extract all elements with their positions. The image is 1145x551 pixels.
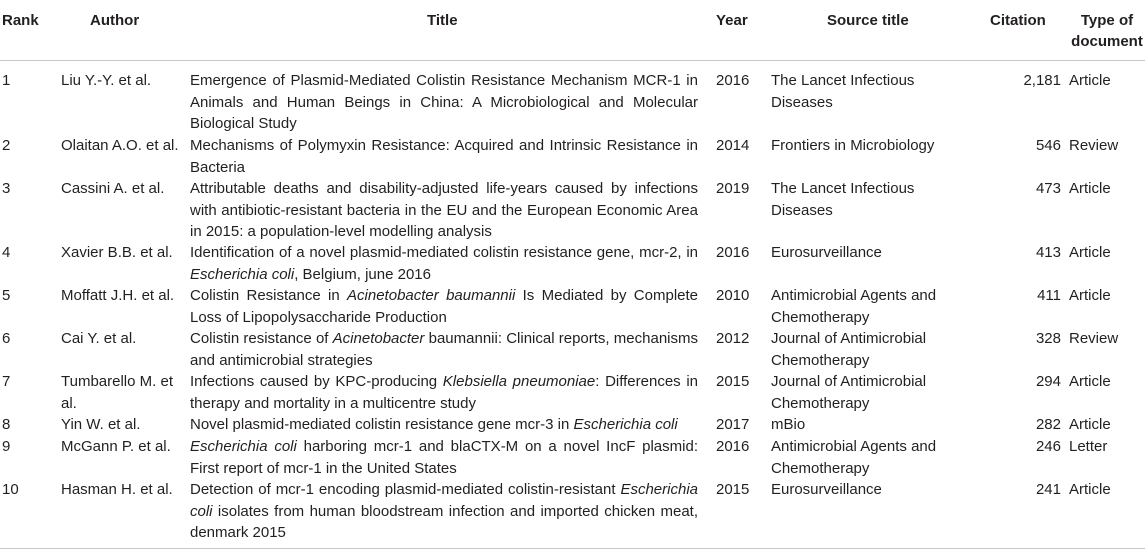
title-segment: Identification of a novel plasmid-mediated colistin resistance gene, mcr-2, in [190, 244, 698, 261]
cell-source-title: Eurosurveillance [771, 481, 882, 498]
cell-title [190, 371, 698, 414]
title-segment: Is Mediated by Complete Loss of Lipopolysaccharide Production [190, 287, 698, 326]
cell-source-title: mBio [771, 416, 806, 433]
cell-year: 2015 [716, 481, 750, 498]
cell-year: 2012 [716, 330, 750, 347]
title-italic-segment: Escherichia coli [190, 438, 297, 455]
cell-author: Cassini A. et al. [61, 180, 165, 197]
cell-rank: 3 [2, 180, 11, 197]
cell-author: Yin W. et al. [61, 416, 141, 433]
cell-document-type: Article [1069, 180, 1111, 197]
cell-document-type: Review [1069, 330, 1119, 347]
title-italic-segment: Escherichia coli [190, 481, 698, 520]
cell-year: 2016 [716, 72, 750, 89]
cell-citation: 473 [1035, 180, 1061, 197]
cell-title [190, 479, 698, 544]
cell-citation: 246 [1035, 438, 1061, 455]
cell-author: Tumbarello M. et al. [61, 373, 173, 412]
cell-year: 2014 [716, 137, 750, 154]
cell-author: Liu Y.-Y. et al. [61, 72, 152, 89]
cell-year: 2016 [716, 244, 750, 261]
cell-title [190, 328, 698, 371]
cell-document-type: Article [1069, 72, 1111, 89]
cell-citation: 546 [1035, 137, 1061, 154]
header-type-of-document [1069, 10, 1145, 52]
cell-rank: 6 [2, 330, 11, 347]
bottom-rule [0, 548, 1145, 549]
title-segment: : Differences in therapy and mortality in a multicentre study [190, 373, 698, 412]
title-segment: Colistin resistance of [190, 330, 333, 347]
cell-title [190, 285, 698, 328]
cell-source-title: Antimicrobial Agents and Chemotherapy [771, 438, 937, 477]
cell-year: 2017 [716, 416, 750, 433]
title-segment: harboring mcr-1 and blaCTX-M on a novel IncF plasmid: First report of mcr-1 in the United States [190, 438, 698, 477]
title-segment: Colistin Resistance in [190, 287, 348, 304]
cell-rank: 2 [2, 137, 11, 154]
title-segment: Infections caused by KPC-producing [190, 373, 443, 390]
cell-rank: 4 [2, 244, 11, 261]
cell-document-type: Article [1069, 287, 1111, 304]
cell-document-type: Article [1069, 416, 1111, 433]
title-segment: , Belgium, june 2016 [294, 265, 431, 283]
header-author: Author [90, 12, 140, 29]
cell-document-type: Article [1069, 373, 1111, 390]
title-italic-segment: Escherichia coli [190, 265, 295, 283]
cell-citation: 413 [1035, 244, 1061, 261]
cell-citation: 411 [1037, 287, 1061, 304]
title-segment: Attributable deaths and disability-adjusted life-years caused by infections with antibiotic-resistant bacteria in the EU and the European Economic Area in 2015: a population-level modelling analysis [190, 180, 698, 240]
title-segment: Mechanisms of Polymyxin Resistance: Acquired and Intrinsic Resistance in Bacteria [190, 137, 698, 176]
cell-rank: 1 [2, 72, 11, 89]
cell-citation: 241 [1035, 481, 1061, 498]
title-italic-segment: Acinetobacter baumannii [347, 287, 516, 304]
cell-author: Olaitan A.O. et al. [61, 137, 179, 154]
cell-author: Xavier B.B. et al. [61, 244, 173, 261]
title-segment: Emergence of Plasmid-Mediated Colistin Resistance Mechanism MCR-1 in Animals and Human Beings in China: A Microbiological and Molecular Biological Study [190, 72, 698, 132]
header-title: Title [427, 12, 458, 29]
cell-author: Hasman H. et al. [61, 481, 173, 498]
cell-title [190, 436, 698, 479]
cell-source-title: Eurosurveillance [771, 244, 882, 261]
header-source-title: Source title [827, 12, 909, 29]
cell-document-type: Review [1069, 137, 1119, 154]
cell-year: 2016 [716, 438, 750, 455]
title-italic-segment: Escherichia coli [573, 416, 678, 433]
cell-source-title: Journal of Antimicrobial Chemotherapy [771, 373, 927, 412]
cell-rank: 5 [2, 287, 11, 304]
cell-source-title: The Lancet Infectious Diseases [771, 72, 915, 111]
cell-rank: 10 [2, 481, 19, 498]
title-segment: baumannii: Clinical reports, mechanisms and antimicrobial strategies [190, 330, 698, 369]
cell-source-title: Frontiers in Microbiology [771, 137, 935, 154]
cell-title [190, 242, 698, 285]
title-segment: Novel plasmid-mediated colistin resistance gene mcr-3 in [190, 416, 574, 433]
cell-title [190, 178, 698, 243]
cell-title [190, 70, 698, 135]
header-rank: Rank [2, 12, 39, 29]
cell-document-type: Article [1069, 244, 1111, 261]
cell-citation: 328 [1035, 330, 1061, 347]
header-citation: Citation [990, 12, 1046, 29]
cell-rank: 7 [2, 373, 11, 390]
cell-document-type: Letter [1069, 438, 1108, 455]
cell-citation: 2,181 [1023, 72, 1061, 89]
cell-source-title: The Lancet Infectious Diseases [771, 180, 915, 219]
cell-year: 2010 [716, 287, 750, 304]
cell-author: Cai Y. et al. [61, 330, 137, 347]
header-year: Year [716, 12, 748, 29]
cell-title [190, 414, 698, 436]
cell-source-title: Journal of Antimicrobial Chemotherapy [771, 330, 927, 369]
cell-title [190, 135, 698, 178]
cell-document-type: Article [1069, 481, 1111, 498]
cell-citation: 282 [1035, 416, 1061, 433]
cell-year: 2019 [716, 180, 750, 197]
title-segment: isolates from human bloodstream infection and imported chicken meat, denmark 2015 [190, 502, 698, 541]
header-type-line-1: Type of [1080, 12, 1134, 29]
cell-author: Moffatt J.H. et al. [61, 287, 175, 304]
title-italic-segment: Acinetobacter [332, 330, 425, 347]
cell-author: McGann P. et al. [61, 438, 171, 455]
cell-rank: 9 [2, 438, 11, 455]
cell-year: 2015 [716, 373, 750, 390]
cell-citation: 294 [1035, 373, 1061, 390]
cell-source-title: Antimicrobial Agents and Chemotherapy [771, 287, 937, 326]
table-header [0, 0, 1145, 61]
cell-rank: 8 [2, 416, 11, 433]
header-type-line-2: document [1071, 33, 1143, 50]
title-italic-segment: Klebsiella pneumoniae [442, 373, 596, 390]
title-segment: Detection of mcr-1 encoding plasmid-mediated colistin-resistant [190, 481, 621, 498]
